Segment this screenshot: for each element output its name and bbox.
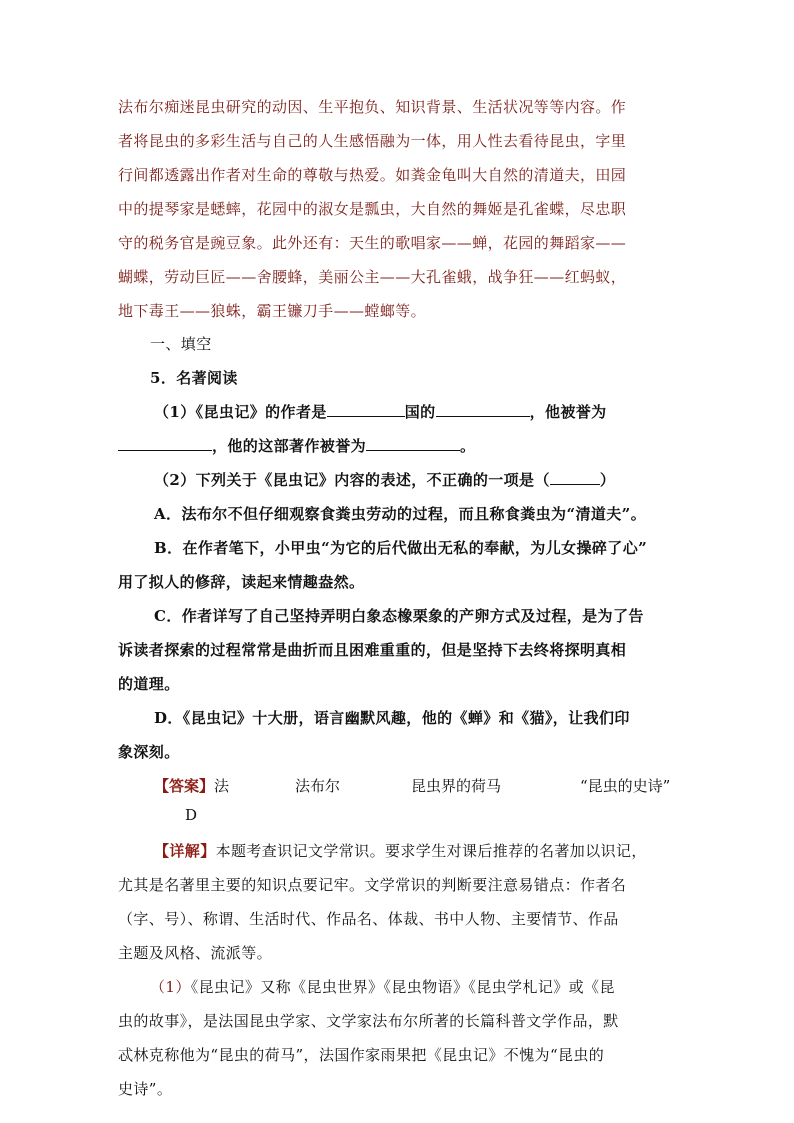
explain-para1-line-1 xyxy=(150,976,615,997)
explain-line-4: 主题及风格、流派等。 xyxy=(118,944,273,962)
explain-line-2: 尤其是名著里主要的知识点要记牢。文学常识的判断要注意易错点：作者名 xyxy=(118,876,627,894)
question-title: 5．名著阅读 xyxy=(150,369,238,387)
option-a: A．法布尔不但仔细观察食粪虫劳动的过程，而且称食粪虫为“清道夫”。 xyxy=(154,505,647,523)
explain-para1-text-1: 《昆虫记》又称《昆虫世界》《昆虫物语》《昆虫学札记》或《昆 xyxy=(190,978,615,996)
answer-1: 法 xyxy=(214,777,230,795)
intro-line-2: 者将昆虫的多彩生活与自己的人生感悟融为一体，用人性去看待昆虫，字里 xyxy=(118,132,627,150)
explain-line-3: （字、号）、称谓、生活时代、作品名、体裁、书中人物、主要情节、作品 xyxy=(118,910,619,928)
intro-line-6: 蝴蝶，劳动巨匠——舍腰蜂，美丽公主——大孔雀蛾，战争狂——红蚂蚁， xyxy=(118,268,627,286)
answer-blank-4[interactable] xyxy=(366,436,460,451)
question-1-line-1 xyxy=(154,401,607,422)
explain-para1-lead: （1） xyxy=(150,978,191,996)
explain-para1-line-3: 忒林克称他为“昆虫的荷马”，法国作家雨果把《昆虫记》不愧为“昆虫的 xyxy=(118,1046,605,1064)
q1-text-4: ，他的这部著作被誉为 xyxy=(212,437,367,455)
explain-tag: 【详解】 xyxy=(154,842,216,860)
q1-text-2: 国的 xyxy=(404,403,436,421)
answer-blank-3[interactable] xyxy=(118,436,212,451)
q1-text-1: （1）《昆虫记》的作者是 xyxy=(154,403,327,421)
option-c-line-1: C．作者详写了自己坚持弄明白象态橡栗象的产卵方式及过程，是为了告 xyxy=(154,607,644,625)
section-heading: 一、填空 xyxy=(150,335,212,353)
option-b-line-2: 用了拟人的修辞，读起来情趣盎然。 xyxy=(118,573,365,591)
answer-4: “昆虫的史诗” xyxy=(580,777,671,795)
option-c-line-2: 诉读者探索的过程常常是曲折而且困难重重的，但是坚持下去终将探明真相 xyxy=(118,641,627,659)
answer-tag: 【答案】 xyxy=(154,777,215,795)
intro-line-5: 守的税务官是豌豆象。此外还有：天生的歌唱家——蝉，花园的舞蹈家—— xyxy=(118,234,627,252)
answer-blank-2[interactable] xyxy=(436,402,530,417)
q2-text-2: ） xyxy=(599,471,616,489)
explain-para1-line-2: 虫的故事》，是法国昆虫学家、文学家法布尔所著的长篇科普文学作品，默 xyxy=(118,1012,619,1030)
option-c-line-3: 的道理。 xyxy=(118,675,180,693)
explain-line-1 xyxy=(154,840,647,861)
intro-line-4: 中的提琴家是蟋蟀，花园中的淑女是瓢虫，大自然的舞姬是孔雀蝶，尽忠职 xyxy=(118,200,627,218)
option-b-line-1: B．在作者笔下，小甲虫“为它的后代做出无私的奉献，为儿女操碎了心” xyxy=(154,539,648,557)
answer-2: 法布尔 xyxy=(295,777,341,795)
option-d-line-1: D．《昆虫记》十大册，语言幽默风趣，他的《蝉》和《猫》，让我们印 xyxy=(154,709,630,727)
option-d-line-2: 象深刻。 xyxy=(118,743,180,761)
question-1-line-2 xyxy=(118,435,475,456)
q1-text-5: 。 xyxy=(460,437,476,455)
answer-blank-1[interactable] xyxy=(327,402,405,417)
q1-text-3: ，他被誉为 xyxy=(529,403,607,421)
answer-5: D xyxy=(185,806,198,824)
answer-row xyxy=(154,775,229,796)
intro-line-1: 法布尔痴迷昆虫研究的动因、生平抱负、知识背景、生活状况等等内容。作 xyxy=(118,98,627,116)
q2-text-1: （2）下列关于《昆虫记》内容的表述，不正确的一项是（ xyxy=(154,471,550,489)
intro-line-7: 地下毒王——狼蛛，霸王镰刀手——螳螂等。 xyxy=(118,302,427,320)
explain-para1-line-4: 史诗”。 xyxy=(118,1080,173,1098)
question-2-stem xyxy=(154,469,615,490)
answer-3: 昆虫界的荷马 xyxy=(411,777,502,795)
intro-line-3: 行间都透露出作者对生命的尊敬与热爱。如粪金龟叫大自然的清道夫，田园 xyxy=(118,166,627,184)
explain-text-1: 本题考查识记文学常识。要求学生对课后推荐的名著加以识记， xyxy=(215,842,647,860)
answer-blank-5[interactable] xyxy=(550,470,600,485)
